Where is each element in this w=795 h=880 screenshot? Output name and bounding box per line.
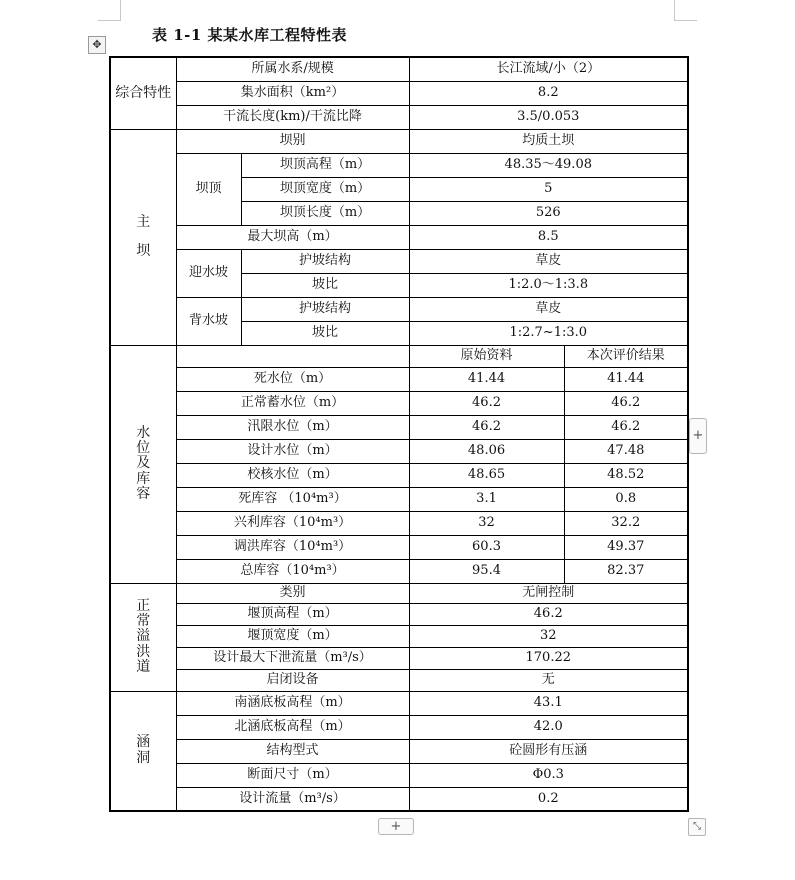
group-label-dam: 主 坝 xyxy=(110,129,176,345)
row-label: 坡比 xyxy=(241,321,409,345)
row-label: 所属水系/规模 xyxy=(176,57,409,81)
row-value: 48.35～49.08 xyxy=(409,153,688,177)
table-row xyxy=(110,463,688,487)
original-value: 3.1 xyxy=(409,487,564,511)
row-label: 设计最大下泄流量（m³/s） xyxy=(176,647,409,669)
row-label: 坝别 xyxy=(176,129,409,153)
table-row xyxy=(110,647,688,669)
row-label: 类别 xyxy=(176,583,409,603)
table-row xyxy=(110,559,688,583)
row-value: 无 xyxy=(409,669,688,691)
row-value: Φ0.3 xyxy=(409,763,688,787)
add-row-button[interactable]: + xyxy=(378,818,414,835)
row-value: 草皮 xyxy=(409,249,688,273)
row-label: 断面尺寸（m） xyxy=(176,763,409,787)
row-label: 死库容 （10⁴m³） xyxy=(176,487,409,511)
row-value: 170.22 xyxy=(409,647,688,669)
subgroup-label-downstream: 背水坡 xyxy=(176,297,241,345)
table-row xyxy=(110,535,688,559)
original-value: 46.2 xyxy=(409,415,564,439)
table-row xyxy=(110,511,688,535)
row-value: 无闸控制 xyxy=(409,583,688,603)
table-row xyxy=(110,715,688,739)
result-value: 47.48 xyxy=(564,439,688,463)
group-label-culvert: 涵 洞 xyxy=(110,691,176,811)
table-row xyxy=(110,249,688,273)
original-value: 60.3 xyxy=(409,535,564,559)
result-value: 32.2 xyxy=(564,511,688,535)
table-row xyxy=(110,691,688,715)
page-corner-mark-right xyxy=(674,0,697,21)
table-row xyxy=(110,487,688,511)
row-label: 坡比 xyxy=(241,273,409,297)
row-label: 设计水位（m） xyxy=(176,439,409,463)
table-row xyxy=(110,345,688,367)
table-row xyxy=(110,603,688,625)
row-value: 5 xyxy=(409,177,688,201)
row-label: 结构型式 xyxy=(176,739,409,763)
table-row xyxy=(110,57,688,81)
table-title: 表 1-1 某某水库工程特性表 xyxy=(152,26,348,44)
table-row xyxy=(110,439,688,463)
row-label: 堰顶高程（m） xyxy=(176,603,409,625)
row-label: 校核水位（m） xyxy=(176,463,409,487)
row-label: 正常蓄水位（m） xyxy=(176,391,409,415)
table-row xyxy=(110,739,688,763)
row-value: 3.5/0.053 xyxy=(409,105,688,129)
row-value: 43.1 xyxy=(409,691,688,715)
result-value: 46.2 xyxy=(564,415,688,439)
row-label: 坝顶长度（m） xyxy=(241,201,409,225)
row-label: 南涵底板高程（m） xyxy=(176,691,409,715)
row-value: 8.2 xyxy=(409,81,688,105)
original-value: 48.06 xyxy=(409,439,564,463)
row-value: 1:2.0～1:3.8 xyxy=(409,273,688,297)
empty-header-cell xyxy=(176,345,409,367)
row-value: 均质土坝 xyxy=(409,129,688,153)
row-value: 0.2 xyxy=(409,787,688,811)
row-label: 干流长度(km)/干流比降 xyxy=(176,105,409,129)
column-header-result: 本次评价结果 xyxy=(564,345,688,367)
row-value: 砼圆形有压涵 xyxy=(409,739,688,763)
row-value: 526 xyxy=(409,201,688,225)
table-row xyxy=(110,669,688,691)
subgroup-label-upstream: 迎水坡 xyxy=(176,249,241,297)
table-row xyxy=(110,225,688,249)
result-value: 0.8 xyxy=(564,487,688,511)
row-value: 46.2 xyxy=(409,603,688,625)
original-value: 95.4 xyxy=(409,559,564,583)
table-row xyxy=(110,787,688,811)
row-value: 42.0 xyxy=(409,715,688,739)
row-label: 护坡结构 xyxy=(241,249,409,273)
result-value: 41.44 xyxy=(564,367,688,391)
page-corner-mark-left xyxy=(98,0,121,21)
row-label: 死水位（m） xyxy=(176,367,409,391)
result-value: 49.37 xyxy=(564,535,688,559)
table-row xyxy=(110,763,688,787)
subgroup-label-crest: 坝顶 xyxy=(176,153,241,225)
table-row xyxy=(110,81,688,105)
row-label: 最大坝高（m） xyxy=(176,225,409,249)
row-value: 8.5 xyxy=(409,225,688,249)
row-label: 集水面积（km²） xyxy=(176,81,409,105)
row-value: 32 xyxy=(409,625,688,647)
row-label: 堰顶宽度（m） xyxy=(176,625,409,647)
reservoir-spec-table xyxy=(109,56,689,812)
original-value: 48.65 xyxy=(409,463,564,487)
original-value: 41.44 xyxy=(409,367,564,391)
table-row xyxy=(110,153,688,177)
group-label-spillway: 正 常 溢 洪 道 xyxy=(110,583,176,691)
row-label: 调洪库容（10⁴m³） xyxy=(176,535,409,559)
group-label-general: 综合特性 xyxy=(110,57,176,129)
row-label: 启闭设备 xyxy=(176,669,409,691)
result-value: 48.52 xyxy=(564,463,688,487)
add-column-button[interactable]: + xyxy=(689,418,707,454)
original-value: 32 xyxy=(409,511,564,535)
row-value: 草皮 xyxy=(409,297,688,321)
row-value: 1:2.7~1:3.0 xyxy=(409,321,688,345)
row-label: 护坡结构 xyxy=(241,297,409,321)
row-label: 汛限水位（m） xyxy=(176,415,409,439)
table-row xyxy=(110,297,688,321)
row-label: 坝顶宽度（m） xyxy=(241,177,409,201)
original-value: 46.2 xyxy=(409,391,564,415)
table-row xyxy=(110,391,688,415)
table-row xyxy=(110,415,688,439)
column-header-original: 原始资料 xyxy=(409,345,564,367)
table-row xyxy=(110,583,688,603)
row-label: 兴利库容（10⁴m³） xyxy=(176,511,409,535)
result-value: 46.2 xyxy=(564,391,688,415)
table-row xyxy=(110,367,688,391)
row-label: 坝顶高程（m） xyxy=(241,153,409,177)
table-row xyxy=(110,105,688,129)
row-label: 设计流量（m³/s） xyxy=(176,787,409,811)
table-resize-handle-icon[interactable]: ⤡ xyxy=(688,818,706,836)
table-row xyxy=(110,625,688,647)
row-value: 长江流域/小（2） xyxy=(409,57,688,81)
row-label: 总库容（10⁴m³） xyxy=(176,559,409,583)
table-move-handle-icon[interactable]: ✥ xyxy=(88,36,106,54)
group-label-water: 水 位 及 库 容 xyxy=(110,345,176,583)
table-row xyxy=(110,129,688,153)
row-label: 北涵底板高程（m） xyxy=(176,715,409,739)
result-value: 82.37 xyxy=(564,559,688,583)
